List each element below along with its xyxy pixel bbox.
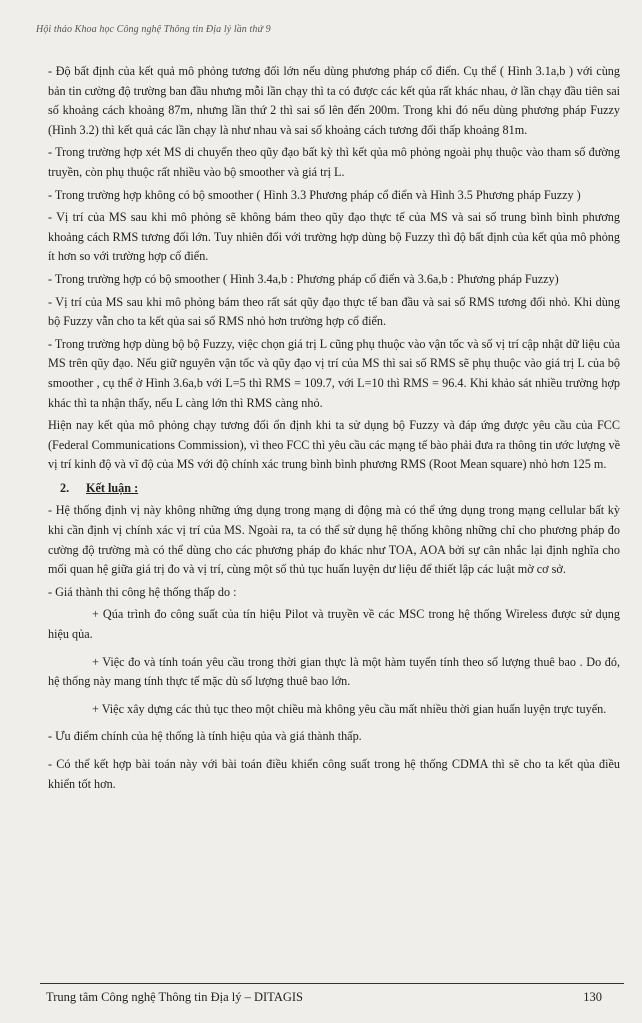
paragraph: - Trong trường hợp có bộ smoother ( Hình 3.4a,b : Phương pháp cổ điển và 3.6a,b : Phương pháp Fuzzy): [48, 271, 559, 286]
section-title: Kết luận :: [86, 480, 139, 495]
paragraph: - Hệ thống định vị này không những ứng dụng trong mạng di động mà có thể ứng dụng trong mạng cellular bất kỳ khi cần định vị chính xác vị trí của MS. Ngoài ra, ta có thể sử dụng hệ thống không những chỉ cho phương pháp đo cường độ trường mà có thể dùng cho các phương pháp đo khác như TOA, AOA bởi sự cân nhắc lại định nghĩa cho mối quan hệ giữa giá trị đo và vị trí, cùng một số thủ tục huấn luyện dư liệu để thiết lập các luật mờ cơ sở.: [48, 503, 620, 577]
footer-organization: Trung tâm Công nghệ Thông tin Địa lý – DITAGIS: [46, 990, 303, 1004]
paragraph: - Độ bất định của kết quả mô phỏng tương đối lớn nếu dùng phương pháp cổ điển. Cụ thể ( Hình 3.1a,b ) với cùng bản tin cường độ trường ban đầu nhưng mỗi lần chạy thì ta có được các kết qủa rất khác nhau, ở lần chạy đầu tiên sai số khoảng cách khoảng 87m, nhưng lần thứ 2 thì sai số lên đến 200m. Trong khi đó nếu dùng phương pháp Fuzzy (Hình 3.2) thì kết quả các lần chạy là như nhau và sai số khoảng cách tương đối thấp khoảng 81m.: [48, 64, 620, 137]
paragraph: - Vị trí của MS sau khi mô phỏng bám theo rất sát qũy đạo thực tế ban đầu và sai số RMS tương đối nhỏ. Khi dùng bộ Fuzzy vẫn cho ta kết qủa sai số RMS nhỏ hơn trường hợp cổ điển.: [48, 294, 620, 329]
page-number: 130: [583, 990, 602, 1004]
footer-divider: [40, 983, 624, 984]
paragraph: - Có thể kết hợp bài toán này với bài toán điều khiển công suất trong hệ thống CDMA thì sẽ cho ta kết qủa điều khiển tốt hơn.: [48, 757, 620, 791]
paragraph: - Trong trường hợp dùng bộ bộ Fuzzy, việc chọn giá trị L cũng phụ thuộc vào vận tốc và số vị trí cập nhật dữ liệu của MS trên qũy đạo. Nếu giữ nguyên vận tốc và qũy đạo vị trí của MS thì sai số RMS sẽ phụ thuộc vào giá trị L của bộ smoother , cụ thể ở Hình 3.6a,b với L=5 thì RMS = 109.7, với L=10 thì RMS = 96.4. Khi khảo sát nhiều trường hợp khác thì ta nhận thấy, nếu L càng lớn thì RMS càng nhỏ.: [48, 336, 620, 410]
paragraph: - Ưu điểm chính của hệ thống là tính hiệu qủa và giá thành thấp.: [48, 729, 362, 744]
running-header: Hội thảo Khoa học Công nghệ Thông tin Địa lý lần thứ 9: [36, 24, 271, 35]
bullet-item: + Việc xây dựng các thủ tục theo một chiều mà không yêu cầu mất nhiều thời gian huấn luyện trực tuyến.: [92, 701, 607, 716]
paragraph: - Vị trí của MS sau khi mô phỏng sẽ không bám theo qũy đạo thực tế của MS và sai số trung bình bình phương khoảng cách RMS tương đối lớn. Tuy nhiên đối với trường hợp dùng bộ Fuzzy thì độ bất định của kết qủa mô phỏng ít hơn so với trường hợp cổ điển.: [48, 210, 620, 264]
section-heading: [60, 479, 620, 499]
bullet-item: + Qúa trình đo công suất của tín hiệu Pilot và truyền về các MSC trong hệ thống Wireless được sử dụng hiệu qủa.: [48, 607, 620, 642]
bullet-item: + Việc đo và tính toán yêu cầu trong thời gian thực là một hàm tuyến tính theo số lượng thuê bao . Do đó, hệ thống này mang tính thực tế mặc dù số lượng thuê bao lớn.: [48, 654, 620, 689]
paragraph: Hiện nay kết qủa mô phỏng chạy tương đối ổn định khi ta sử dụng bộ Fuzzy và đáp ứng được yêu cầu của FCC (Federal Communications Commission), vì theo FCC thì yêu cầu các mạng tế bào phải đưa ra thông tin ước lượng về vị trí kinh độ và vĩ độ của MS với độ chính xác trung bình bình phương RMS (Root Mean square) nhỏ hơn 125 m.: [48, 418, 620, 472]
paragraph: - Trong trường hợp không có bộ smoother ( Hình 3.3 Phương pháp cổ điển và Hình 3.5 Phương pháp Fuzzy ): [48, 187, 581, 202]
document-body: [48, 62, 620, 797]
paragraph: - Giá thành thi công hệ thống thấp do :: [48, 584, 237, 599]
section-number: 2.: [60, 480, 70, 495]
paragraph: - Trong trường hợp xét MS di chuyển theo qũy đạo bất kỳ thì kết qủa mô phỏng ngoài phụ thuộc vào tham số đường truyền, còn phụ thuộc rất nhiều vào bộ smoother và giá trị L.: [48, 145, 620, 179]
